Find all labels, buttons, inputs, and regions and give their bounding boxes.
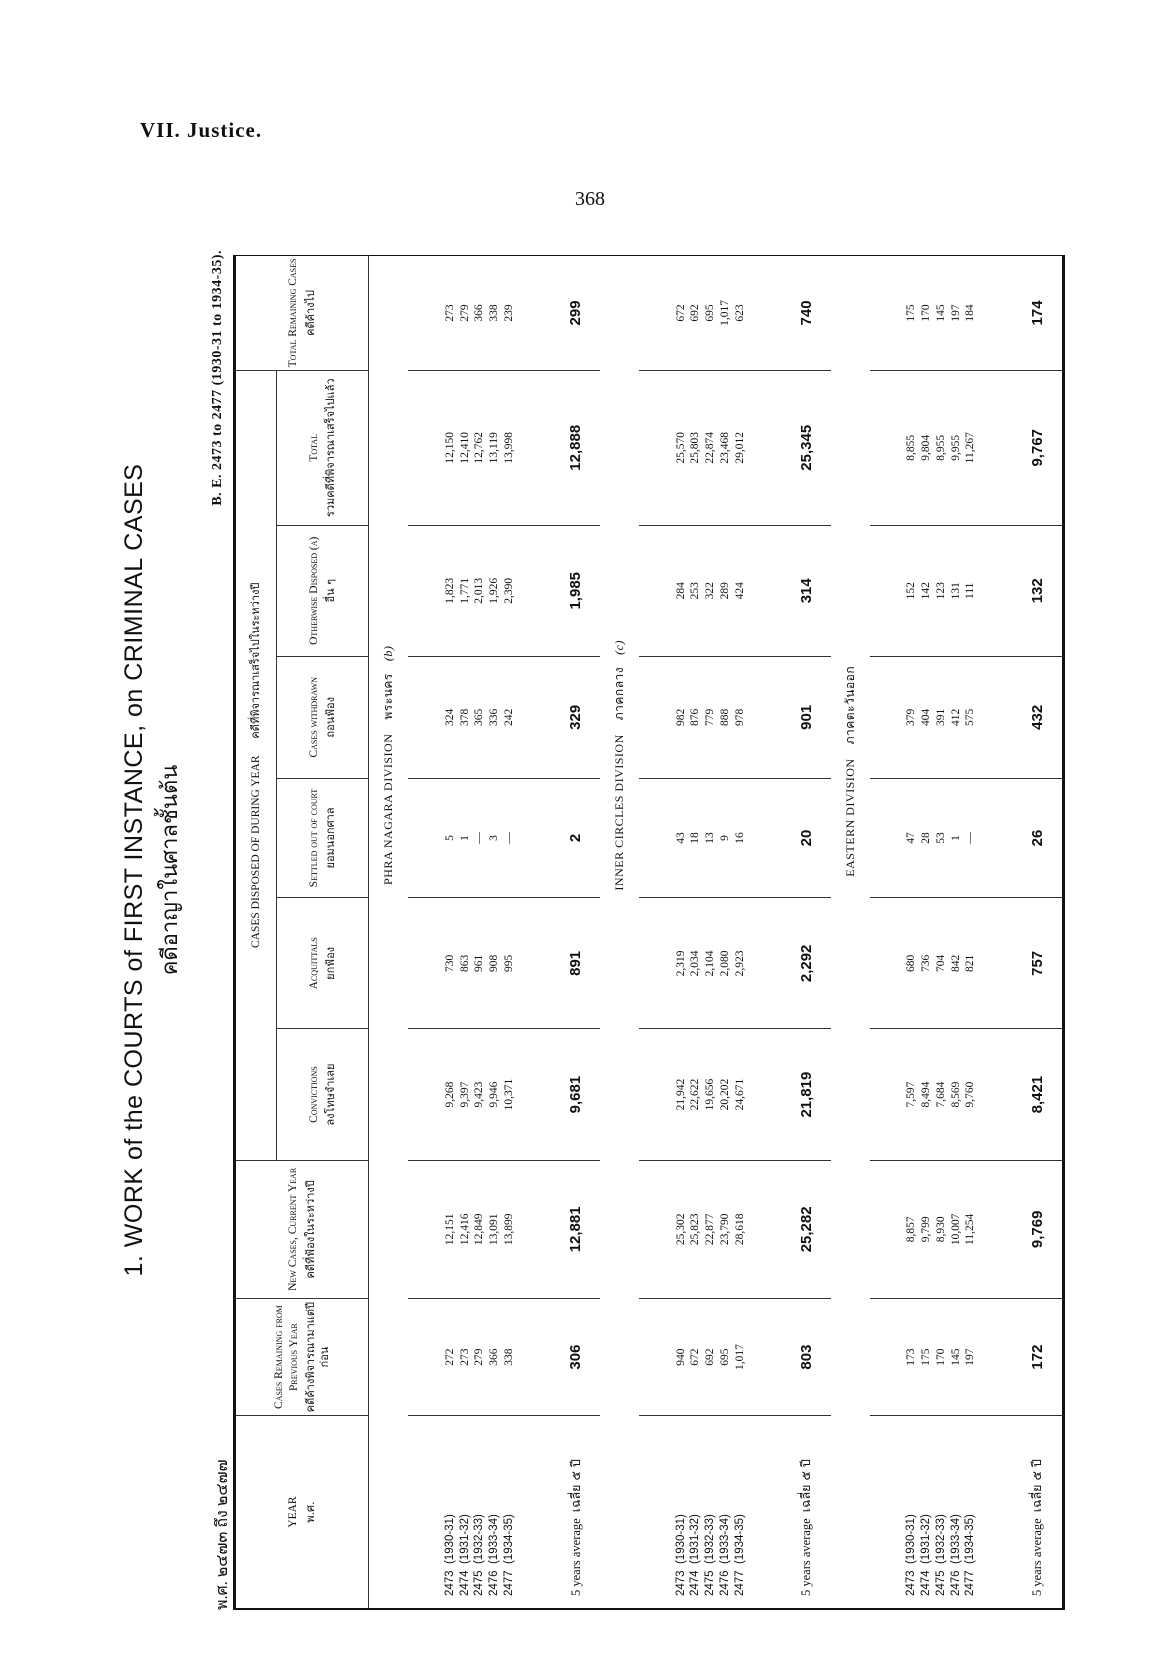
cell-value: 12,762 xyxy=(473,431,486,464)
division-name-thai: ภาคตะวันออก xyxy=(842,665,857,745)
division-label-cell xyxy=(600,370,639,1160)
cell-value: 13 xyxy=(704,832,717,844)
cell-value: 2,034 xyxy=(689,950,702,977)
total-remaining-values xyxy=(870,256,1013,371)
year-value: 2476 (1933-34) xyxy=(949,1514,962,1596)
cell-value: 888 xyxy=(718,708,731,726)
year-header-label: YEAR xyxy=(287,1496,300,1528)
cell-value: 10,371 xyxy=(502,1078,515,1111)
average-acquittals: 891 xyxy=(551,898,600,1029)
cell-value: 336 xyxy=(488,708,500,726)
cell-value: 197 xyxy=(964,1348,977,1366)
division-spacer xyxy=(831,1160,870,1609)
cell-value: 173 xyxy=(905,1348,918,1366)
year-value: 2475 (1932-33) xyxy=(473,1514,486,1596)
cell-value: 279 xyxy=(458,304,471,322)
cell-value: 47 xyxy=(905,832,918,844)
remaining-prev-header xyxy=(235,1298,369,1415)
settled-header xyxy=(277,778,369,898)
cell-value: 9,946 xyxy=(488,1081,500,1108)
cell-value: 16 xyxy=(733,832,746,844)
cell-value: 12,150 xyxy=(443,431,456,464)
disposed-group-label: CASES DISPOSED OF DURING YEAR xyxy=(249,755,262,948)
cell-value: 239 xyxy=(502,304,515,322)
cell-value: 908 xyxy=(488,954,500,972)
year-value: 2473 (1930-31) xyxy=(905,1514,918,1596)
average-new-cases: 25,282 xyxy=(782,1160,831,1298)
average-total-disposed: 9,767 xyxy=(1013,370,1064,525)
new-cases-header xyxy=(235,1160,369,1298)
cell-value: 12,849 xyxy=(473,1213,486,1246)
cell-value: 379 xyxy=(905,708,918,726)
average-remaining-prev: 172 xyxy=(1013,1298,1064,1415)
rotated-table-page xyxy=(120,250,1060,1610)
year-list xyxy=(408,1416,551,1609)
cell-value: 876 xyxy=(689,708,702,726)
total-remaining-values xyxy=(639,256,782,371)
cell-value: 28,618 xyxy=(733,1213,746,1246)
convictions-values xyxy=(639,1029,782,1160)
cell-value: 1 xyxy=(458,835,471,841)
cell-value: 692 xyxy=(704,1348,717,1366)
average-convictions: 8,421 xyxy=(1013,1029,1064,1160)
year-list xyxy=(870,1416,1013,1609)
division-spacer xyxy=(369,1160,408,1609)
withdrawn-header-label: Cases withdrawn xyxy=(307,677,320,758)
average-label: 5 years average xyxy=(1030,1518,1045,1596)
average-total-remaining: 299 xyxy=(551,256,600,371)
header-row-top xyxy=(235,256,277,1610)
cell-value: 8,569 xyxy=(949,1081,962,1108)
division-years-row xyxy=(639,256,782,1610)
division-header-row xyxy=(369,256,408,1610)
cell-value: 21,942 xyxy=(674,1078,687,1111)
cell-value: 961 xyxy=(473,954,486,972)
cell-value: — xyxy=(964,832,977,844)
section-heading: VII. Justice. xyxy=(140,118,263,142)
cell-value: 2,319 xyxy=(674,950,687,977)
table-body xyxy=(369,256,1064,1610)
cell-value: 680 xyxy=(905,954,918,972)
average-acquittals: 2,292 xyxy=(782,898,831,1029)
cell-value: 23,790 xyxy=(718,1213,731,1246)
disposed-group-thai: คดีที่พิจารณาเสร็จไปในระหว่างปี xyxy=(248,582,262,739)
cell-value: 11,267 xyxy=(964,432,977,464)
cell-value: 424 xyxy=(733,582,746,600)
cell-value: 978 xyxy=(733,708,746,726)
cell-value: 9,268 xyxy=(443,1081,456,1108)
cell-value: 13,998 xyxy=(502,431,515,464)
year-header xyxy=(235,1416,369,1609)
cell-value: 9,804 xyxy=(920,434,933,461)
average-new-cases: 9,769 xyxy=(1013,1160,1064,1298)
average-total-remaining: 740 xyxy=(782,256,831,371)
cell-value: 2,390 xyxy=(502,577,515,604)
cell-value: 272 xyxy=(443,1348,456,1366)
cell-value: 152 xyxy=(905,582,918,600)
convictions-header-thai: ลงโทษจำเลย xyxy=(324,1063,338,1126)
cell-value: 29,012 xyxy=(733,431,746,464)
acquittals-values xyxy=(639,898,782,1029)
cell-value: 730 xyxy=(443,954,456,972)
cell-value: — xyxy=(502,832,515,844)
year-value: 2473 (1930-31) xyxy=(674,1514,687,1596)
convictions-header-label: Convictions xyxy=(307,1066,320,1123)
cell-value: 22,874 xyxy=(704,431,717,464)
new-cases-header-label: New Cases, Current Year xyxy=(287,1167,300,1291)
cell-value: 273 xyxy=(458,1348,471,1366)
division-spacer xyxy=(369,256,408,371)
withdrawn-header xyxy=(277,656,369,778)
average-label-cell xyxy=(1013,1416,1064,1609)
year-value: 2475 (1932-33) xyxy=(704,1514,717,1596)
cell-value: 2,013 xyxy=(473,577,486,604)
remaining-prev-values xyxy=(639,1298,782,1415)
new-cases-values xyxy=(408,1160,551,1298)
cell-value: 842 xyxy=(949,954,962,972)
otherwise-values xyxy=(408,525,551,656)
division-name-thai: ภาคกลาง xyxy=(611,666,626,721)
cell-value: 22,877 xyxy=(704,1213,717,1246)
cell-value: 2,104 xyxy=(704,950,717,977)
cell-value: 8,930 xyxy=(934,1216,947,1243)
cell-value: 1,017 xyxy=(718,300,731,326)
division-name: PHRA NAGARA DIVISION xyxy=(380,733,395,885)
cell-value: 672 xyxy=(674,304,687,322)
cell-value: 322 xyxy=(704,582,717,600)
cell-value: 779 xyxy=(704,708,717,726)
cell-value: 23,468 xyxy=(718,431,731,464)
division-label xyxy=(379,646,398,885)
average-label-cell xyxy=(551,1416,600,1609)
cell-value: 19,656 xyxy=(704,1078,717,1111)
cell-value: 8,855 xyxy=(905,434,918,461)
year-value: 2475 (1932-33) xyxy=(934,1514,947,1596)
cell-value: 995 xyxy=(502,954,515,972)
cell-value: 111 xyxy=(964,582,977,599)
year-value: 2476 (1933-34) xyxy=(488,1514,500,1596)
division-name: INNER CIRCLES DIVISION xyxy=(611,734,626,891)
average-withdrawn: 329 xyxy=(551,656,600,778)
cell-value: 12,416 xyxy=(458,1213,471,1246)
year-value: 2474 (1931-32) xyxy=(920,1514,933,1596)
cell-value: 404 xyxy=(920,708,933,726)
total-disposed-values xyxy=(639,370,782,525)
year-list xyxy=(639,1416,782,1609)
division-header-row xyxy=(831,256,870,1610)
withdrawn-header-thai: ถอนฟ้อง xyxy=(324,697,338,738)
total-remaining-header-thai: คดีค้างไป xyxy=(303,289,317,336)
year-value: 2473 (1930-31) xyxy=(443,1514,456,1596)
table-title-thai: คดีอาญาในศาลชั้นต้น xyxy=(158,764,183,976)
average-withdrawn: 901 xyxy=(782,656,831,778)
year-header-thai: พ.ศ. xyxy=(303,1501,317,1523)
criminal-cases-table xyxy=(233,255,1065,1610)
year-value: 2476 (1933-34) xyxy=(718,1514,731,1596)
cell-value: 365 xyxy=(473,708,486,726)
settled-values xyxy=(408,778,551,898)
cell-value: 131 xyxy=(949,582,962,600)
cell-value: 28 xyxy=(920,832,933,844)
cell-value: 8,955 xyxy=(934,434,947,461)
year-value: 2474 (1931-32) xyxy=(458,1514,471,1596)
new-cases-header-thai: คดีที่ฟ้องในระหว่างปี xyxy=(303,1180,317,1279)
average-total-disposed: 25,345 xyxy=(782,370,831,525)
cell-value: 13,091 xyxy=(488,1213,500,1246)
cell-value: 1,771 xyxy=(458,577,471,604)
acquittals-values xyxy=(870,898,1013,1029)
cell-value: 20,202 xyxy=(718,1078,731,1111)
otherwise-values xyxy=(870,525,1013,656)
cell-value: 175 xyxy=(905,304,918,322)
cell-value: 391 xyxy=(934,708,947,726)
cell-value: 575 xyxy=(964,708,977,726)
withdrawn-values xyxy=(870,656,1013,778)
average-otherwise: 314 xyxy=(782,525,831,656)
division-spacer xyxy=(600,1160,639,1609)
cell-value: 170 xyxy=(934,1348,947,1366)
average-label-thai: เฉลี่ย ๕ ปี xyxy=(567,1459,583,1513)
division-header-row xyxy=(600,256,639,1610)
average-label: 5 years average xyxy=(568,1518,583,1596)
cell-value: 25,302 xyxy=(674,1213,687,1246)
remaining-prev-header-thai: คดีค้างพิจารณามาแต่ปีก่อน xyxy=(304,1301,331,1413)
cell-value: 672 xyxy=(689,1348,702,1366)
cell-value: 3 xyxy=(488,835,500,841)
cell-value: 11,254 xyxy=(964,1213,977,1245)
average-total-remaining: 174 xyxy=(1013,256,1064,371)
cell-value: 12,151 xyxy=(443,1213,456,1246)
division-spacer xyxy=(831,256,870,371)
cell-value: 623 xyxy=(733,304,746,322)
cell-value: 12,410 xyxy=(458,431,471,464)
settled-header-label: Settled out of court xyxy=(307,788,320,888)
division-name: EASTERN DIVISION xyxy=(842,758,857,877)
cell-value: 197 xyxy=(949,304,962,322)
disposed-group-header xyxy=(235,370,277,1160)
average-label: 5 years average xyxy=(799,1518,814,1596)
year-value: 2474 (1931-32) xyxy=(689,1514,702,1596)
division-note: (c) xyxy=(611,640,626,655)
cell-value: 338 xyxy=(488,304,500,322)
cell-value: 43 xyxy=(674,832,687,844)
cell-value: 695 xyxy=(718,1348,731,1366)
average-total-disposed: 12,888 xyxy=(551,370,600,525)
cell-value: 273 xyxy=(443,304,456,322)
cell-value: 9,760 xyxy=(964,1081,977,1108)
otherwise-values xyxy=(639,525,782,656)
acquittals-header-label: Acquittals xyxy=(307,937,320,990)
page-number: 368 xyxy=(575,188,605,210)
division-years-row xyxy=(870,256,1013,1610)
cell-value: 1,017 xyxy=(733,1344,746,1371)
average-otherwise: 1,985 xyxy=(551,525,600,656)
new-cases-values xyxy=(639,1160,782,1298)
division-spacer xyxy=(600,256,639,371)
remaining-prev-values xyxy=(408,1298,551,1415)
cell-value: 145 xyxy=(934,304,947,322)
cell-value: 940 xyxy=(674,1348,687,1366)
cell-value: 9,423 xyxy=(473,1081,486,1108)
division-label-cell xyxy=(831,370,870,1160)
cell-value: 9,799 xyxy=(920,1216,933,1243)
average-row xyxy=(551,256,600,1610)
cell-value: — xyxy=(473,832,486,844)
cell-value: 175 xyxy=(920,1348,933,1366)
cell-value: 2,080 xyxy=(718,950,731,977)
cell-value: 7,684 xyxy=(934,1081,947,1108)
cell-value: 10,007 xyxy=(949,1213,962,1246)
otherwise-header-thai: อื่น ๆ xyxy=(324,579,338,603)
cell-value: 253 xyxy=(689,582,702,600)
total-remaining-values xyxy=(408,256,551,371)
total-remaining-header-label: Total Remaining Cases xyxy=(287,258,300,368)
cell-value: 1,926 xyxy=(488,577,500,604)
cell-value: 366 xyxy=(473,304,486,322)
cell-value: 338 xyxy=(502,1348,515,1366)
cell-value: 13,119 xyxy=(488,432,500,464)
acquittals-header xyxy=(277,898,369,1029)
year-value: 2477 (1934-35) xyxy=(502,1514,515,1596)
cell-value: 25,570 xyxy=(674,431,687,464)
new-cases-values xyxy=(870,1160,1013,1298)
total-remaining-header xyxy=(235,256,369,371)
acquittals-header-thai: ยกฟ้อง xyxy=(324,946,338,980)
remaining-prev-values xyxy=(870,1298,1013,1415)
total-disposed-header-label: Total xyxy=(307,433,320,462)
period-note: B. E. 2473 to 2477 (1930-31 to 1934-35). xyxy=(210,250,225,506)
total-disposed-header-thai: รวมคดีที่พิจารณาเสร็จไปแล้ว xyxy=(324,378,338,518)
cell-value: 8,494 xyxy=(920,1081,933,1108)
division-years-row xyxy=(408,256,551,1610)
cell-value: 821 xyxy=(964,954,977,972)
settled-header-thai: ยอมนอกศาล xyxy=(324,807,338,869)
total-disposed-values xyxy=(408,370,551,525)
cell-value: 145 xyxy=(949,1348,962,1366)
average-settled: 26 xyxy=(1013,778,1064,898)
average-settled: 2 xyxy=(551,778,600,898)
average-withdrawn: 432 xyxy=(1013,656,1064,778)
cell-value: 736 xyxy=(920,954,933,972)
average-remaining-prev: 306 xyxy=(551,1298,600,1415)
convictions-header xyxy=(277,1029,369,1160)
cell-value: 8,857 xyxy=(905,1216,918,1243)
convictions-values xyxy=(870,1029,1013,1160)
acquittals-values xyxy=(408,898,551,1029)
cell-value: 7,597 xyxy=(905,1081,918,1108)
average-settled: 20 xyxy=(782,778,831,898)
cell-value: 25,803 xyxy=(689,431,702,464)
otherwise-header xyxy=(277,525,369,656)
division-label-cell xyxy=(369,370,408,1160)
cell-value: 289 xyxy=(718,582,731,600)
cell-value: 123 xyxy=(934,582,947,600)
cell-value: 142 xyxy=(920,582,933,600)
division-name-thai: พระนคร xyxy=(380,673,395,720)
average-acquittals: 757 xyxy=(1013,898,1064,1029)
year-value: 2477 (1934-35) xyxy=(964,1514,977,1596)
settled-values xyxy=(639,778,782,898)
era-note: พ.ศ. ๒๔๗๓ ถึง ๒๔๗๗ xyxy=(214,1459,231,1610)
division-label xyxy=(610,640,629,891)
cell-value: 24,671 xyxy=(733,1078,746,1111)
cell-value: 704 xyxy=(934,954,947,972)
year-value: 2477 (1934-35) xyxy=(733,1514,746,1596)
withdrawn-values xyxy=(639,656,782,778)
otherwise-header-label: Otherwise Disposed (a) xyxy=(307,536,320,645)
cell-value: 22,622 xyxy=(689,1078,702,1111)
cell-value: 170 xyxy=(920,304,933,322)
cell-value: 366 xyxy=(488,1348,500,1366)
average-convictions: 9,681 xyxy=(551,1029,600,1160)
average-label-thai: เฉลี่ย ๕ ปี xyxy=(798,1459,814,1513)
cell-value: 184 xyxy=(964,304,977,322)
cell-value: 25,823 xyxy=(689,1213,702,1246)
cell-value: 53 xyxy=(934,832,947,844)
average-convictions: 21,819 xyxy=(782,1029,831,1160)
cell-value: 284 xyxy=(674,582,687,600)
total-disposed-header xyxy=(277,370,369,525)
division-note: (b) xyxy=(380,645,395,662)
average-new-cases: 12,881 xyxy=(551,1160,600,1298)
cell-value: 692 xyxy=(689,304,702,322)
cell-value: 9 xyxy=(718,835,731,841)
convictions-values xyxy=(408,1029,551,1160)
cell-value: 324 xyxy=(443,708,456,726)
average-row xyxy=(1013,256,1064,1610)
cell-value: 9,397 xyxy=(458,1081,471,1108)
total-disposed-values xyxy=(870,370,1013,525)
average-remaining-prev: 803 xyxy=(782,1298,831,1415)
cell-value: 13,899 xyxy=(502,1213,515,1246)
cell-value: 695 xyxy=(704,304,717,322)
cell-value: 1 xyxy=(949,835,962,841)
average-row xyxy=(782,256,831,1610)
cell-value: 2,923 xyxy=(733,950,746,977)
cell-value: 378 xyxy=(458,708,471,726)
cell-value: 279 xyxy=(473,1348,486,1366)
average-label-cell xyxy=(782,1416,831,1609)
remaining-prev-header-label: Cases Remaining from Previous Year xyxy=(273,1305,300,1409)
average-label-thai: เฉลี่ย ๕ ปี xyxy=(1029,1459,1045,1513)
cell-value: 982 xyxy=(674,708,687,726)
settled-values xyxy=(870,778,1013,898)
cell-value: 18 xyxy=(689,832,702,844)
cell-value: 1,823 xyxy=(443,577,456,604)
average-otherwise: 132 xyxy=(1013,525,1064,656)
cell-value: 5 xyxy=(443,835,456,841)
cell-value: 9,955 xyxy=(949,434,962,461)
cell-value: 863 xyxy=(458,954,471,972)
table-title: 1. WORK of the COURTS of FIRST INSTANCE, on CRIMINAL CASES xyxy=(120,463,148,1277)
division-label xyxy=(841,654,860,877)
cell-value: 412 xyxy=(949,708,962,726)
cell-value: 242 xyxy=(502,708,515,726)
withdrawn-values xyxy=(408,656,551,778)
